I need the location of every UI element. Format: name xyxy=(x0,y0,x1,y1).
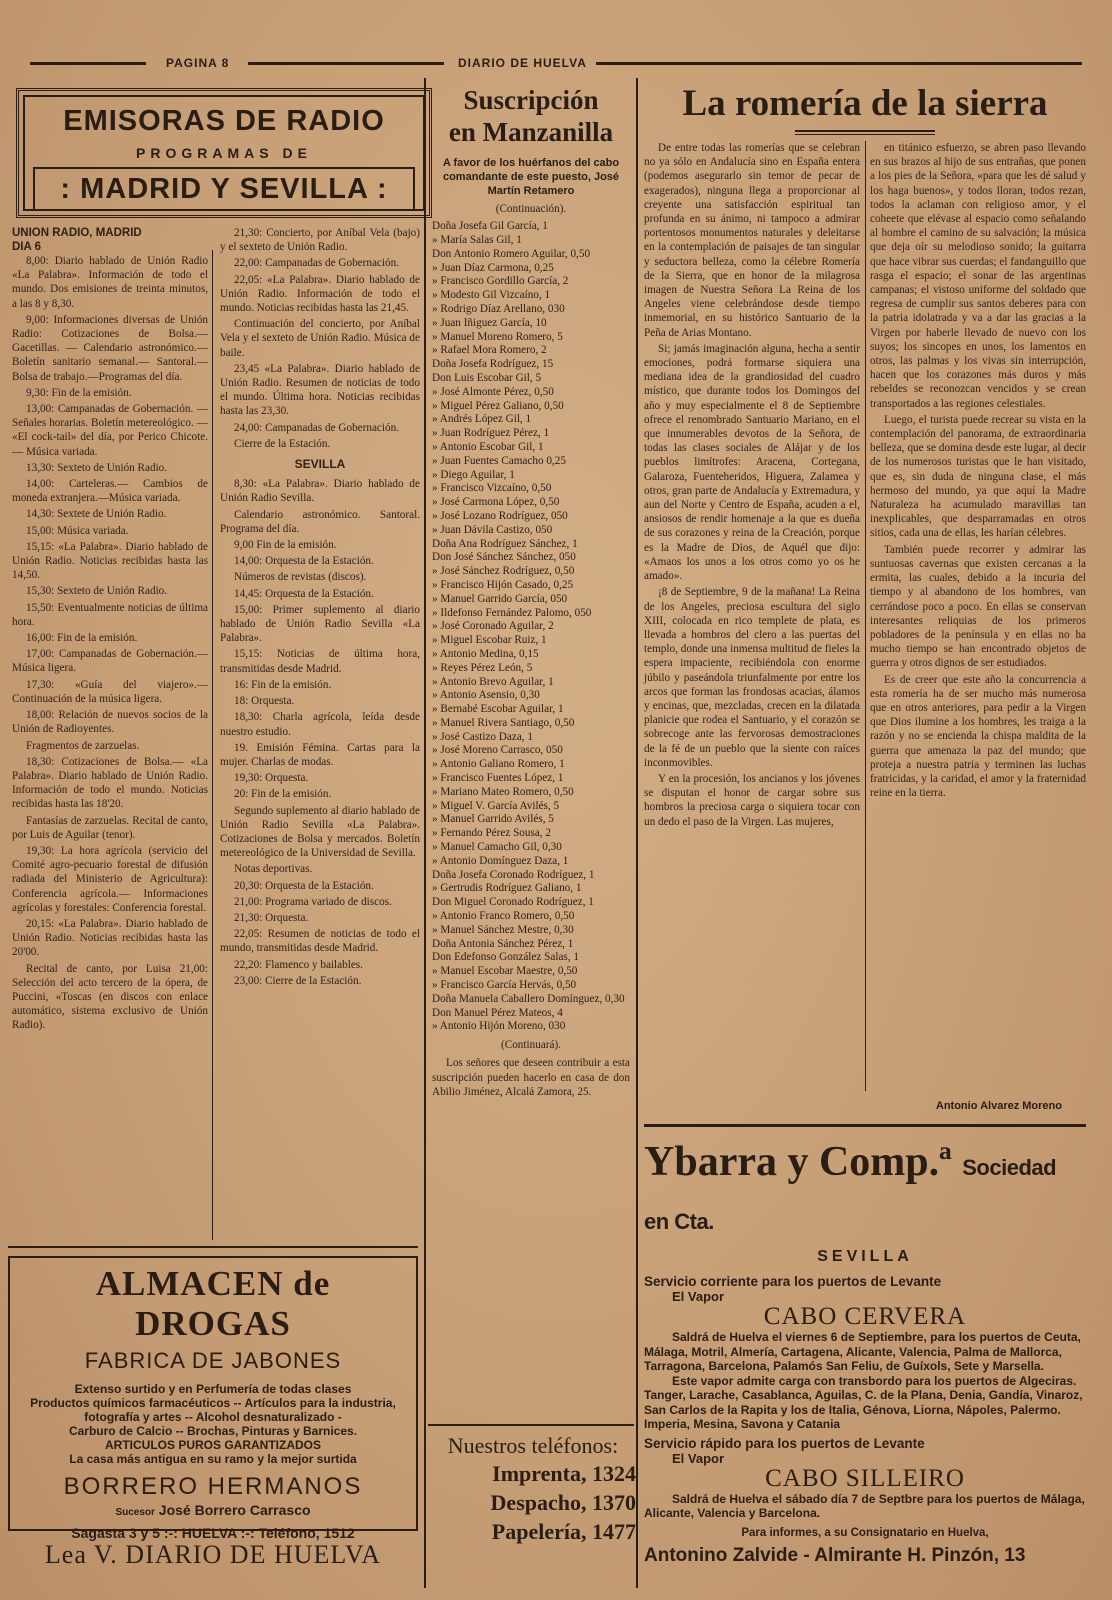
donor-entry: » José Castizo Daza, 1 xyxy=(432,730,533,743)
donor-entry: » José Coronado Aguilar, 2 xyxy=(432,620,554,633)
telefono-line: Imprenta, 1324 xyxy=(492,1461,636,1486)
donor-entry: Doña Josefa Rodríguez, 15 xyxy=(432,358,554,371)
program-entry: 21,30: Orquesta. xyxy=(234,911,309,924)
ship-cabo-silleiro: CABO SILLEIRO xyxy=(765,1464,965,1492)
donor-entry: » Antonio Hijón Moreno, 030 xyxy=(432,1020,566,1033)
program-entry: Calendario astronómico. Santoral. Programa del día. xyxy=(220,508,420,535)
radio-cities: : MADRID Y SEVILLA : xyxy=(33,167,415,211)
article-paragraph: en titánico esfuerzo, se abren paso llevando en sus brazos al hijo de sus entrañas, que ponen a los pies de la Señora, «para que les dé salud y los haga buenos», y todos lloran, todos rezan, todos la aclaman con religioso amor, y el coheete que elévase al espacio como señalando al hombre el camino de su salvación; la música que deja oír su melodioso sonido; la guitarra que hace vibrar sus cuerdas; el fandanguillo que rasga el espacio; el sonar de las argentinas campanas; el vistoso uniforme del soldado que regresa de cumplir sus santos deberes para con la patria idolatrada y va a dar las gracias a la Virgen por haberle llevado de nuevo con los suyos; los sincopes en unos, los lamentos en otros, las palmas y los vivas sin interrupción, hacen que los corazones más duros y más rebeldes se reconozcan vencidos y se crean transportados a las regiones celestiales. xyxy=(870,142,1086,410)
ybarra-header xyxy=(644,1138,1086,1246)
informes-line: Para informes, a su Consignatario en Huelva, xyxy=(741,1526,989,1539)
donor-entry: » Antonio Franco Romero, 0,50 xyxy=(432,910,575,923)
program-entry: 15,00: Primer suplemento al diario hablado de Unión Radio Sevilla «La Palabra». xyxy=(220,603,420,645)
program-entry: 21,30: Concierto, por Aníbal Vela (bajo) y el sexteto de Unión Radio. xyxy=(220,227,420,254)
donor-entry: Doña Josefa Gil García, 1 xyxy=(432,220,548,233)
donor-entry: » Francisco Vizcaíno, 0,50 xyxy=(432,482,552,495)
ybarra-city: SEVILLA xyxy=(817,1248,913,1265)
donor-entry: » José Almonte Pérez, 0,50 xyxy=(432,385,554,398)
masthead xyxy=(30,56,1082,70)
program-entry: Continuación del concierto, por Aníbal Vela y el sexteto de Unión Radio. Música de baile. xyxy=(220,318,420,359)
donor-entry: » Antonio Domínguez Daza, 1 xyxy=(432,854,569,867)
service-1-heading: Servicio corriente para los puertos de Levante xyxy=(644,1274,942,1289)
donor-entry: » Manuel Garrido Avilés, 5 xyxy=(432,813,554,826)
donor-entry: Doña Antonia Sánchez Pérez, 1 xyxy=(432,937,574,950)
program-entry: 15,00: Música variada. xyxy=(26,524,129,537)
continuacion-label: (Continuación). xyxy=(495,203,567,215)
romeria-signature: Antonio Alvarez Moreno xyxy=(935,1100,1062,1112)
radio-madrid-column-2 xyxy=(220,226,420,990)
donor-entry: Don Edefonso González Salas, 1 xyxy=(432,951,579,964)
donor-entry: » Gertrudis Rodríguez Galiano, 1 xyxy=(432,882,582,895)
program-entry: 22,20: Flamenco y bailables. xyxy=(234,958,363,971)
program-entry: Fragmentos de zarzuelas. xyxy=(26,739,140,752)
drogas-line: Extenso surtido y en Perfumería de todas clases xyxy=(74,1382,352,1396)
ship-cabo-cervera: CABO CERVERA xyxy=(763,1303,967,1330)
donor-entry: » Francisco Hijón Casado, 0,25 xyxy=(432,578,574,591)
column-divider xyxy=(212,250,213,1240)
program-entry: Recital de canto, por Luisa 21,00: Selección del acto tercero de la ópera, de Puccini, «Toscas (en discos con enlace automático, sistema exclusivo de Unión Radio). xyxy=(12,962,208,1032)
program-entry: 20,30: Orquesta de la Estación. xyxy=(234,879,374,892)
program-entry: 14,30: Sextete de Unión Radio. xyxy=(26,508,167,521)
program-entry: 20: Fin de la emisión. xyxy=(234,788,332,801)
donor-entry: » Manuel Escobar Maestre, 0,50 xyxy=(432,965,578,978)
donor-entry: » José Lozano Rodríguez, 050 xyxy=(432,509,568,522)
donor-entry: Don Antonio Romero Aguilar, 0,50 xyxy=(432,247,591,260)
program-entry: 16: Fin de la emisión. xyxy=(234,678,332,691)
donor-entry: Doña Josefa Coronado Rodríguez, 1 xyxy=(432,868,595,881)
program-entry: Notas deportivas. xyxy=(234,863,313,876)
service-1-transfer-text: Este vapor admite carga con transbordo para los puertos de Algeciras. Tanger, Larache, Casablanca, Aguilas, C. de la Plana, Denia, Gandía, Vinaroz, San Carlos de la Rapita y los de Italia, Génova, Liorna, Nápoles, Palermo. Imperia, Mesina, Savona y Catania xyxy=(644,1373,1083,1431)
program-entry: 9,30: Fin de la emisión. xyxy=(26,386,132,399)
sevilla-heading: SEVILLA xyxy=(294,457,346,472)
newspaper-name: DIARIO DE HUELVA xyxy=(458,56,587,70)
program-entry: 22,05: «La Palabra». Diario hablado de Unión Radio. Información de todo el mundo. Noticias recibidas hasta las 21,45. xyxy=(220,273,420,315)
radio-title: EMISORAS DE RADIO xyxy=(63,105,385,137)
article-paragraph: ¡8 de Septiembre, 9 de la mañana! La Reina de los Angeles, preciosa escultura del siglo XIII, colocada en rico templete de plata, es llevada a hombros del clero a las puertas del templo, donde una inmensa multitud de fieles la espera impaciente, recibiéndola con enorme júbilo y paseándola triunfalmente por entre los arcos que forman las frondosas acacias, álamos y encinas, que, mezcladas, crecen en la dilatada planicie que rodea el Santuario, y el corazón se sobrecoge ante las fervorosas demostraciones de la fé de un pueblo que la siente con raíces inconmovibles. xyxy=(644,586,860,769)
donor-entry: » Juan Díaz Carmona, 0,25 xyxy=(432,261,554,274)
donor-entry: » Modesto Gil Vizcaíno, 1 xyxy=(432,289,551,302)
sucesor-label: Sucesor xyxy=(115,1507,155,1518)
program-entry: Números de revistas (discos). xyxy=(234,571,367,584)
continuara-label: (Continuará). xyxy=(501,1039,561,1052)
donor-entry: » Mariano Mateo Romero, 0,50 xyxy=(432,785,574,798)
donor-entry: » Miguel Escobar Ruiz, 1 xyxy=(432,634,547,647)
program-entry: 16,00: Fin de la emisión. xyxy=(26,632,138,645)
donor-entry: » Juan Rodríguez Pérez, 1 xyxy=(432,427,550,440)
donor-entry: » Rodrigo Díaz Arellano, 030 xyxy=(432,302,565,315)
donor-entry: » Diego Aguilar, 1 xyxy=(432,468,515,481)
telefonos-heading: Nuestros teléfonos: xyxy=(447,1433,619,1458)
program-entry: 9,00 Fin de la emisión. xyxy=(234,539,337,552)
program-entry: Fantasías de zarzuelas. Recital de canto, por Luis de Aguilar (tenor). xyxy=(12,814,208,841)
donor-entry: » Bernabé Escobar Aguilar, 1 xyxy=(432,703,564,716)
program-entry: Cierre de la Estación. xyxy=(234,437,331,450)
borrero-hermanos: BORRERO HERMANOS xyxy=(63,1473,363,1500)
ybarra-advertisement xyxy=(644,1138,1086,1593)
telefono-line: Papelería, 1477 xyxy=(491,1519,636,1544)
program-entry: 15,30: Sexteto de Unión Radio. xyxy=(26,585,168,598)
donor-entry: » Miguel V. García Avilés, 5 xyxy=(432,799,560,812)
donor-entry: » Francisco Gordillo García, 2 xyxy=(432,275,569,288)
drogas-address: Sagasta 3 y 5 :-: HUELVA :-: Teléfono, 1512 xyxy=(71,1525,355,1541)
program-entry: 14,00: Orquesta de la Estación. xyxy=(234,555,374,568)
program-entry: 18,00: Relación de nuevos socios de la Unión de Radioyentes. xyxy=(12,709,208,736)
donor-entry: » José Carmona López, 0,50 xyxy=(432,496,560,509)
suscripcion-title-2: en Manzanilla xyxy=(448,117,614,147)
program-entry: Segundo suplemento al diario hablado de Unión Radio Sevilla «La Palabra». Cotizaciones de Bolsa y mercados. Boletín metereológico de la Universidad de Sevilla. xyxy=(220,804,420,860)
donor-entry: » Fernando Pérez Sousa, 2 xyxy=(432,827,551,840)
program-entry: 19,30: La hora agrícola (servicio del Comité agro-pecuario forestal de difusión radiada del Ministerio de Agricultura): Conferencia agrícola.— Informaciones agrícolas y forestales: Conferencia forestal. xyxy=(12,844,208,914)
radio-subtitle: PROGRAMAS DE xyxy=(136,145,312,161)
donor-entry: Doña Manuela Caballero Domínguez, 0,30 xyxy=(432,992,625,1005)
article-paragraph: Es de creer que este año la concurrencia a esta romería ha de ser mucho más numerosa que en otros anteriores, para pedir a la Virgen que Dios ilumine a los hombres, les traiga a la razón y no se encienda la chispa maldita de la guerra que amenaza la paz del mundo; que proteja a nuestra patria y terminen las luchas fratricidas, y la caridad, el amor y la fraternidad reine en la tierra. xyxy=(870,673,1086,800)
donor-entry: » José Sánchez Rodríguez, 0,50 xyxy=(432,565,575,578)
sucesor-name: José Borrero Carrasco xyxy=(158,1502,311,1518)
program-entry: 17,00: Campanadas de Gobernación.— Música ligera. xyxy=(12,648,208,675)
service-2-text: Saldrá de Huelva el sábado día 7 de Septbre para los puertos de Málaga, Alicante, Valencia y Barcelona. xyxy=(644,1491,1085,1520)
donor-entry: » Francisco Fuentes López, 1 xyxy=(432,772,564,785)
suscripcion-title-1: Suscripción xyxy=(463,85,599,115)
romeria-text-col-1 xyxy=(644,141,860,831)
donor-list xyxy=(432,220,630,1034)
program-entry: 15,15: Noticias de última hora, transmitidas desde Madrid. xyxy=(220,648,420,675)
program-entry: 22,05: Resumen de noticias de todo el mundo, transmitidas desde Madrid. xyxy=(220,928,420,955)
donor-entry: » Juan Fuentes Camacho 0,25 xyxy=(432,454,566,467)
program-entry: 22,00: Campanadas de Gobernación. xyxy=(234,257,399,270)
program-entry: 13,30: Sexteto de Unión Radio. xyxy=(26,461,168,474)
donor-entry: Doña Ana Rodríguez Sánchez, 1 xyxy=(432,537,578,550)
program-entry: 15,50: Eventualmente noticias de última hora. xyxy=(12,601,208,628)
article-paragraph: De entre todas las romerías que se celebran no ya sólo en Andalucía sino en España entera (podemos asegurarlo sin temor de pecar de exagerados), ninguna llega a proporcionar al creyente una satisfacción espiritual tan profunda en su ánimo, ni tampoco a admirar portentosos monumentos naturales y deleitarse en la contemplación de paisajes de tan singular y seductora belleza, como la célebre Romería de la Sierra, que en honor de la milagrosa imagen de Nuestra Señora La Reina de los Angeles viene celebrándose desde tiempo inmemorial, en su histórico Santuario de la Peña de Arias Montano. xyxy=(644,142,860,339)
program-entry: 24,00: Campanadas de Gobernación. xyxy=(234,421,399,434)
column-divider xyxy=(424,78,426,1588)
donor-entry: » Ildefonso Fernández Palomo, 050 xyxy=(432,606,592,619)
section-divider xyxy=(8,1246,418,1248)
program-entry: 20,15: «La Palabra». Diario hablado de Unión Radio. Noticias recibidas hasta las 20'00. xyxy=(12,917,208,959)
donor-entry: » Reyes Pérez León, 5 xyxy=(432,661,533,674)
radio-madrid-column-1 xyxy=(12,226,208,1035)
program-entry: 8,30: «La Palabra». Diario hablado de Unión Radio Sevilla. xyxy=(220,478,420,505)
program-entry: 19. Emisión Fémina. Cartas para la mujer. Charlas de modas. xyxy=(220,741,420,768)
consignatario-line: Antonino Zalvide - Almirante H. Pinzón, 13 xyxy=(644,1544,1026,1566)
drogas-title: ALMACEN de DROGAS xyxy=(95,1264,331,1343)
column-divider xyxy=(636,78,638,1588)
program-entry: 8,00: Diario hablado de Unión Radio «La Palabra». Información de todo el mundo. Dos emisiones de treinta minutos, a las 8 y 8,30. xyxy=(12,255,208,310)
donor-entry: » Manuel Moreno Romero, 5 xyxy=(432,330,563,343)
service-1-text: Saldrá de Huelva el viernes 6 de Septiembre, para los puertos de Ceuta, Málaga, Motril, Almería, Cartagena, Alicante, Valencia, Palma de Mallorca, Tarragona, Barcelona, Palamós San Feliu, de Guíxols, Sete y Marsella. xyxy=(644,1330,1081,1373)
drogas-line: La casa más antigua en su ramo y la mejor surtida xyxy=(69,1452,357,1466)
telefonos-box xyxy=(428,1433,638,1546)
program-entry: 17,30: «Guía del viajero».— Continuación de la música ligera. xyxy=(12,678,208,705)
lea-diario-slogan: Lea V. DIARIO DE HUELVA xyxy=(44,1540,382,1569)
donor-entry: » José Moreno Carrasco, 050 xyxy=(432,744,563,757)
donor-entry: » María Salas Gil, 1 xyxy=(432,234,522,246)
radio-header-box xyxy=(16,88,432,218)
program-entry: 19,30: Orquesta. xyxy=(234,772,309,785)
drogas-advertisement xyxy=(8,1256,418,1541)
page-number: PAGINA 8 xyxy=(166,56,230,70)
program-entry: 18: Orquesta. xyxy=(234,695,295,708)
donor-entry: » Antonio Escobar Gil, 1 xyxy=(432,440,544,453)
donor-entry: » Antonio Medina, 0,15 xyxy=(432,647,539,660)
donor-entry: » Juan Iñiguez García, 10 xyxy=(432,316,547,329)
donor-entry: » Manuel Garrido García, 050 xyxy=(432,592,568,605)
sucesor-line xyxy=(16,1500,410,1523)
program-entry: 14,00: Carteleras.— Cambios de moneda extranjera.—Música variada. xyxy=(12,478,208,505)
article-paragraph: También puede recorrer y admirar las suntuosas cavernas que existen cercanas a la ermita, las cuales, debido a la incuria del tiempo y al abandono de los hombres, van cerrándose poco a poco. En ellas se conservan interesantes reliquias de los primeros pobladores de la península y en ellas no ha mucho tiempo se han encontrado objetos de guerra y otros dignos de ser estudiados. xyxy=(870,543,1086,670)
drogas-line: Carburo de Calcio -- Brochas, Pinturas y Barnices. xyxy=(68,1424,358,1438)
program-entry: 23,00: Cierre de la Estación. xyxy=(234,974,362,987)
donor-entry: Don Miguel Coronado Rodríguez, 1 xyxy=(432,896,594,909)
donor-entry: Don Manuel Pérez Mateos, 4 xyxy=(432,1006,563,1019)
article-paragraph: Y en la procesión, los ancianos y los jóvenes se disputan el honor de cargar sobre sus hombros la preciosa carga o siquiera tocar con un dedo el paso de la Virgen. Las mujeres, xyxy=(644,772,860,828)
donor-entry: » Antonio Galiano Romero, 1 xyxy=(432,758,565,771)
jabones-title: FABRICA DE JABONES xyxy=(84,1348,342,1373)
donor-entry: » Manuel Rivera Santiago, 0,50 xyxy=(432,716,575,729)
drogas-line: ARTICULOS PUROS GARANTIZADOS xyxy=(105,1438,321,1452)
donor-entry: » Francisco García Hervás, 0,50 xyxy=(432,979,577,992)
program-entry: 18,30: Cotizaciones de Bolsa.— «La Palabra». Diario hablado de Unión Radio. Información de todo el mundo. Noticias recibidas hasta las 18'20. xyxy=(12,755,208,811)
donor-entry: » Andrés López Gil, 1 xyxy=(432,413,532,426)
romeria-article xyxy=(644,82,1086,828)
donor-entry: » Juan Dávila Castizo, 050 xyxy=(432,523,553,536)
donor-entry: » Miguel Pérez Galiano, 0,50 xyxy=(432,399,564,412)
service-2-heading: Servicio rápido para los puertos de Levante xyxy=(644,1435,925,1451)
donor-entry: » Antonio Brevo Aguilar, 1 xyxy=(432,675,554,688)
program-entry: 9,00: Informaciones diversas de Unión Radio: Cotizaciones de Bolsa.— Gacetillas. — Calendario astronómico.— Boletín sanitario semanal.— Santoral.—Bolsa de trabajo.—Programas del día. xyxy=(12,313,208,383)
vapor-1-label: El Vapor xyxy=(672,1289,725,1304)
romeria-text-col-2 xyxy=(870,141,1086,802)
suscripcion-closing: Los señores que deseen contribuir a esta suscripción pueden hacerlo en casa de don Abilio Jiménez, Alcalá Zamora, 25. xyxy=(432,1057,630,1098)
vapor-2-label: El Vapor xyxy=(672,1450,725,1466)
program-entry: 18,30: Charla agrícola, leída desde nuestro estudio. xyxy=(220,711,420,738)
suscripcion-intro: A favor de los huérfanos del cabo comandante de este puesto, José Martín Retamero xyxy=(442,157,620,197)
donor-entry: Don José Sánchez Sánchez, 050 xyxy=(432,551,576,564)
donor-entry: » Manuel Sánchez Mestre, 0,30 xyxy=(432,923,574,936)
program-entry: 14,45: Orquesta de la Estación. xyxy=(234,587,374,600)
telefono-line: Despacho, 1370 xyxy=(490,1490,636,1515)
donor-entry: » Rafael Mora Romero, 2 xyxy=(432,344,547,357)
section-divider xyxy=(428,1424,634,1426)
donor-entry: Don Luis Escobar Gil, 5 xyxy=(432,371,542,384)
drogas-line: Productos químicos farmacéuticos -- Artículos para la industria, fotografía y artes -- Alcohol desnaturalizado - xyxy=(30,1396,396,1424)
article-paragraph: Luego, el turista puede recrear su vista en la contemplación del panorama, de extraordinaria belleza, que se domina desde este lugar, al decir de los numerosos turistas que le han visitado, que es, sin duda de ninguna clase, el más hermoso del mundo, ya que aquí la Madre Naturaleza ha acumulado maravillas tan inexplicables, que desparramadas en otros sitios, cada una de ellas, les harían célebres. xyxy=(870,413,1086,540)
program-entry: 13,00: Campanadas de Gobernación. —Señales horarias. Boletín metereológico. — «El cock-tail» del día, por Perico Chicote.— Música variada. xyxy=(12,403,208,458)
union-radio-heading: UNION RADIO, MADRID xyxy=(12,227,142,239)
section-divider xyxy=(644,1124,1086,1127)
day-heading: DIA 6 xyxy=(12,241,41,253)
donor-entry: » Manuel Camacho Gil, 0,30 xyxy=(432,841,562,854)
article-paragraph: Si; jamás imaginación alguna, hecha a sentir emociones, podrá formarse siquiera una mediana idea de la grandiosidad del cuadro místico, que durante todos los Domingos del año y muy especialmente el 8 de Septiembre ofrece el renombrado Santuario Mariano, en el que innumerables devotos de la Señora, de todas las clases sociales de Alájar y de los pueblos limítrofes: Aracena, Cortegana, Galaroza, Fuenteheridos, Higuera, Zalamea y otros, gran parte de Andalucía y Extremadura, y aun del Norte y Centro de España, acuden a el, ansiosos de rendir homenaje a la que es dueña de sus corazones y reina de la Creación, porque es la Madre de Dios, de Aquél que dijo: «Amaos los unos a los otros como yo os he amado». xyxy=(644,342,860,583)
program-entry: 23,45 «La Palabra». Diario hablado de Unión Radio. Resumen de noticias de todo el mundo. Última hora. Noticias recibidas hasta las 23,30. xyxy=(220,362,420,418)
program-entry: 15,15: «La Palabra». Diario hablado de Unión Radio. Noticias recibidas hasta las 14,50. xyxy=(12,540,208,582)
program-entry: 21,00: Programa variado de discos. xyxy=(234,895,392,908)
donor-entry: » Antonio Asensio, 0,30 xyxy=(432,689,540,702)
romeria-title: La romería de la sierra xyxy=(682,83,1048,124)
suscripcion-column xyxy=(432,84,630,1101)
ybarra-name: Ybarra y Comp.ª xyxy=(644,1139,952,1185)
ybarra-society: Sociedad en Cta. xyxy=(644,1155,1057,1234)
